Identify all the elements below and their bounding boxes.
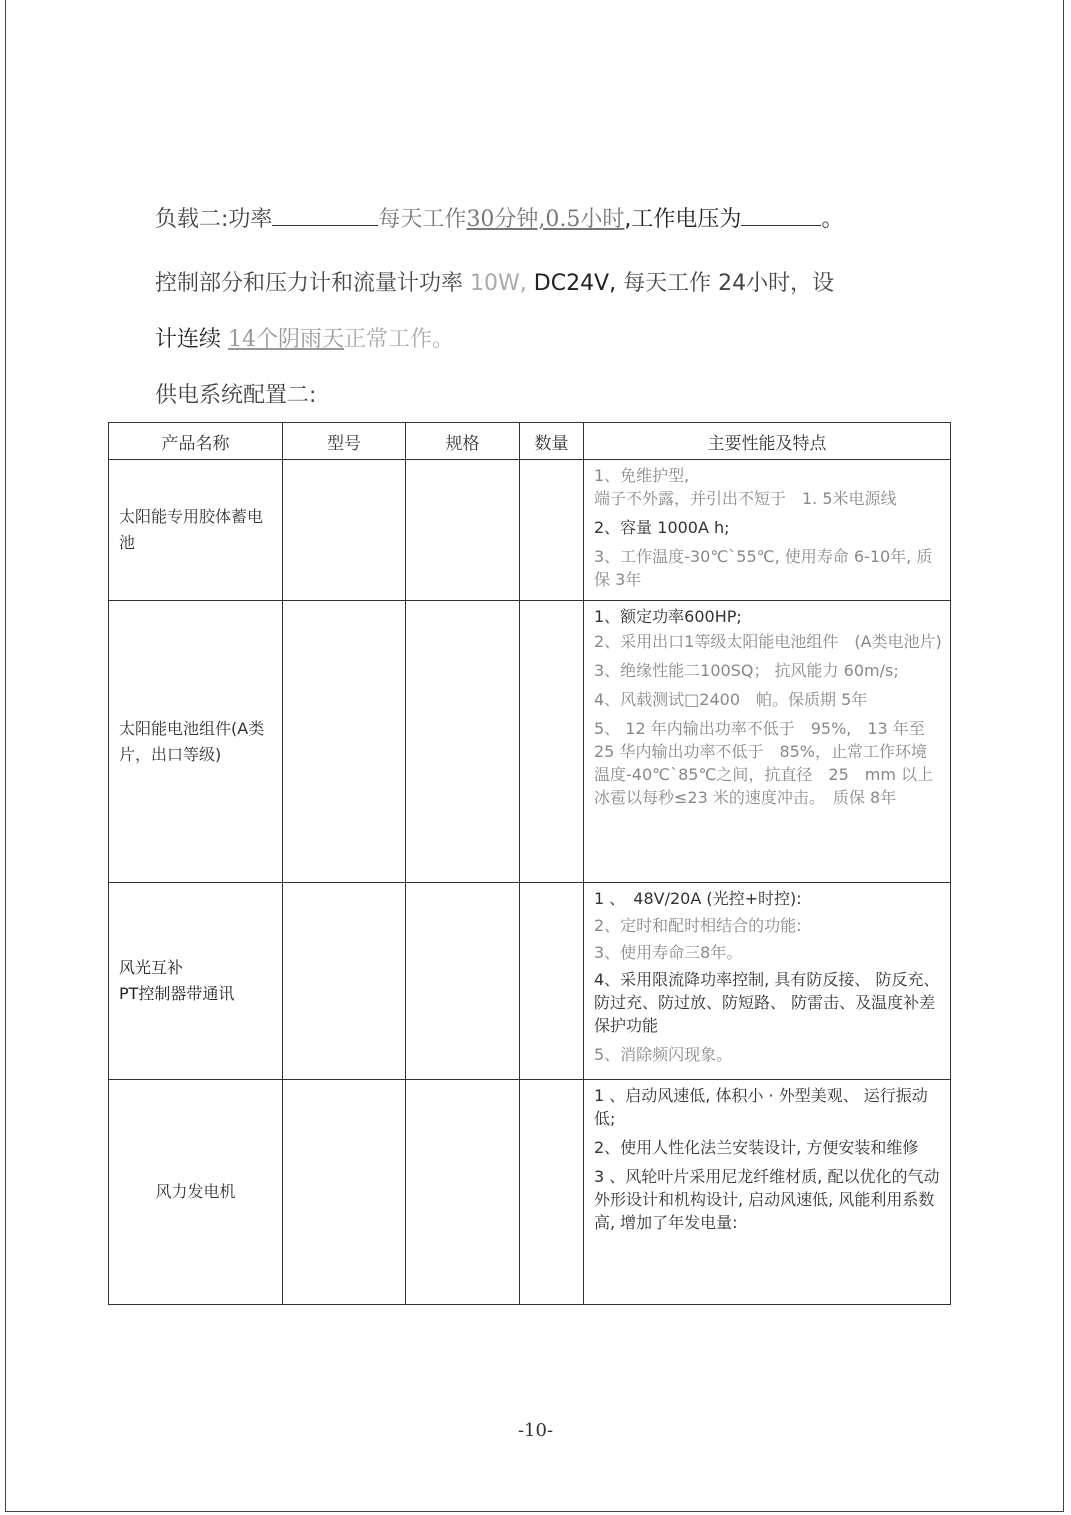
feature-item: 3、绝缘性能二100SQ； 抗风能力 60m/s; [594,661,899,680]
table-row [109,883,951,1080]
feature-item: 1 、 48V/20A (光控+时控): [594,889,802,908]
features-cell [584,883,951,1080]
spec-cell [406,460,520,601]
control-power: 10W, [470,271,527,296]
load2-end: 。 [821,207,844,232]
feature-item: 1、额定功率600HP; [594,607,742,626]
feature-item: 3、工作温度-30℃`55℃, 使用寿命 6-10年, 质保 3年 [594,547,933,589]
model-cell [283,1080,406,1305]
model-cell [283,883,406,1080]
table-row [109,460,951,601]
product-name: 太阳能电池组件(A类片，出口等级) [109,601,283,883]
comma: , [624,207,632,232]
spec-cell [406,1080,520,1305]
config-title: 供电系统配置二: [155,383,317,408]
feature-item: 5、 12 年内输出功率不低于 95%, 13 年至25 华内输出功率不低于 85%，止常工作环境温度-40℃`85℃之间，抗直径 25 mm 以上冰雹以每秒≤23 米的速度冲击。 质保 8年 [594,719,934,807]
page-number: -10- [517,1420,554,1441]
model-cell [283,460,406,601]
feature-item: 4、采用限流降功率控制, 具有防反接、 防反充、防过充、防过放、防短路、 防雷击、及温度补差保护功能 [594,970,940,1035]
power-blank [272,224,378,226]
control-hours: 每天工作 24小时，设 [623,271,835,296]
control-continuous: 计连续 [155,327,222,352]
product-name: 太阳能专用胶体蓄电池 [109,460,283,601]
header-product-name: 产品名称 [109,423,283,460]
feature-item: 2、定时和配时相结合的功能: [594,916,802,935]
feature-item: 1、免维护型, [594,466,690,485]
header-features: 主要性能及特点 [584,423,951,460]
voltage-label: 工作电压为 [631,207,742,232]
features-cell [584,1080,951,1305]
product-name: 风力发电机 [109,1080,283,1305]
quantity-cell [520,883,584,1080]
quantity-cell [520,601,584,883]
voltage-blank [741,224,821,226]
header-spec: 规格 [406,423,520,460]
load2-prefix: 负载二:功率 [155,207,273,232]
control-line-1 [155,266,834,297]
table-header-row [109,423,951,460]
work-label: 每天工作 [378,207,467,232]
spec-cell [406,601,520,883]
feature-item: 3 、风轮叶片采用尼龙纤维材质, 配以优化的气动外形设计和机构设计, 启动风速低, 风能利用系数高, 增加了年发电量: [594,1167,940,1232]
table-row [109,1080,951,1305]
normal-work: 正常工作。 [344,327,455,352]
quantity-cell [520,460,584,601]
header-quantity: 数量 [520,423,584,460]
feature-item: 3、使用寿命三8年。 [594,943,743,962]
product-name-line-2: PT控制器带通讯 [119,984,235,1003]
config-table [108,422,951,1305]
table-row [109,601,951,883]
features-cell [584,601,951,883]
control-line-2 [155,322,454,353]
quantity-cell [520,1080,584,1305]
feature-item: 2、采用出口1等级太阳能电池组件 (A类电池片) [594,632,942,651]
feature-item: 2、容量 1000A h; [594,518,730,537]
spec-cell [406,883,520,1080]
feature-item: 4、风载测试□2400 帕。保质期 5年 [594,690,868,709]
feature-item: 5、消除频闪现象。 [594,1045,733,1064]
feature-item: 1 、启动风速低, 体积小 · 外型美观、 运行振动低; [594,1086,928,1128]
feature-item: 2、使用人性化法兰安装设计, 方便安装和维修 [594,1138,919,1157]
rainy-days: 14个阴雨天 [228,327,345,352]
features-cell [584,460,951,601]
product-name-line-1: 风光互补 [119,958,184,977]
load2-line [155,202,843,233]
control-text: 控制部分和压力计和流量计功率 [155,271,464,296]
header-model: 型号 [283,423,406,460]
product-name [109,883,283,1080]
feature-item: 端子不外露，并引出不短于 1. 5米电源线 [594,489,897,508]
model-cell [283,601,406,883]
duration-value: 30分钟,0.5小时 [466,207,625,232]
control-voltage: DC24V, [533,271,617,296]
